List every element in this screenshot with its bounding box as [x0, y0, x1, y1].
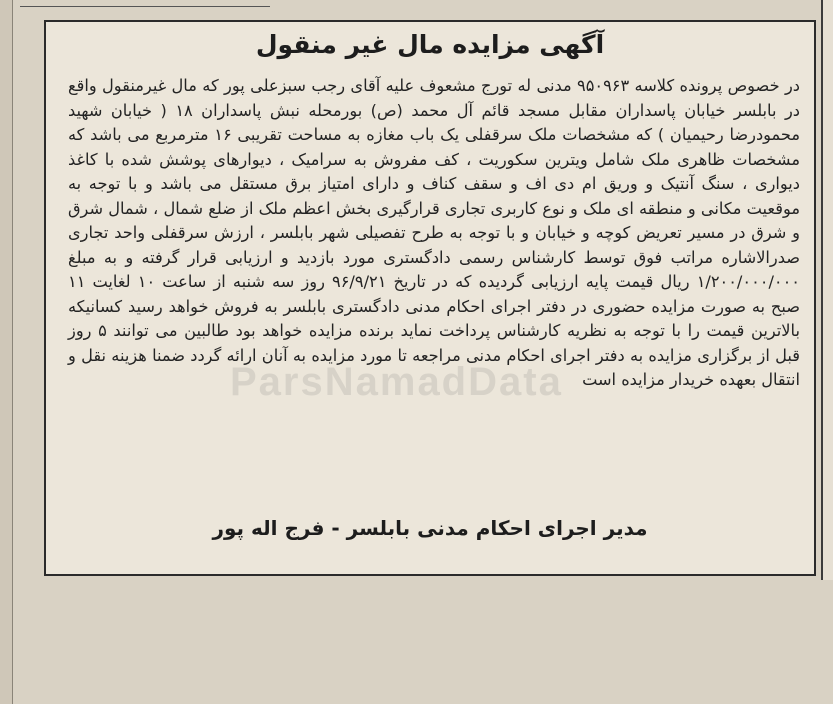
notice-signature: مدیر اجرای احکام مدنی بابلسر - فرج اله پور	[212, 516, 648, 540]
adjacent-rule	[20, 0, 270, 7]
auction-notice	[44, 20, 816, 576]
notice-title: آگهی مزایده مال غیر منقول	[255, 30, 605, 59]
adjacent-column-right	[821, 0, 833, 580]
notice-body: در خصوص پرونده کلاسه ۹۵۰۹۶۳ مدنی له تورج مشعوف علیه آقای رجب سبزعلی پور که مال غیرمنقول واقع در بابلسر خیابان پاسداران مقابل مسجد قائم آل محمد (ص) بورمحله نبش پاسداران ۱۸ ( خیابان شهید محمودرضا رحیمیان ) که مشخصات ملک سرقفلی یک باب مغازه به مساحت تقریبی ۱۶ مترمربع می باشد که مشخصات ظاهری ملک شامل ویترین سکوریت ، کف مفروش به سرامیک ، دیوارهای پوشش شده با کاغذ دیواری ، سنگ آنتیک و وریق ام دی اف و سقف کناف و دارای امتیاز برق مستقل می باشد و با توجه به موقعیت مکانی و منطقه ای ملک و نوع کاربری تجاری قرارگیری بخش اعظم ملک از ضلع شمال ، شمال شرق و شرق در مسیر تعریض کوچه و خیابان و با توجه به طرح تفصیلی شهر بابلسر ، ارزش سرقفلی واحد تجاری صدرالاشاره مراتب فوق توسط کارشناس رسمی دادگستری مورد بازدید و ارزیابی قرار گرفته و به مبلغ ۱/۲۰۰/۰۰۰/۰۰۰ ریال قیمت پایه ارزیابی گردیده که در تاریخ ۹۶/۹/۲۱ روز سه شنبه از ساعت ۱۰ لغایت ۱۱ صبح به صورت مزایده حضوری در دفتر اجرای احکام مدنی دادگستری بابلسر به فروش خواهد رسید کسانیکه بالاترین قیمت را با توجه به نظریه کارشناس پرداخت نماید برنده مزایده خواهد بود طالبین می توانند ۵ روز قبل از برگزاری مزایده به دفتر اجرای احکام مدنی مراجعه تا مورد مزایده به آنان ارائه گردد ضمنا هزینه نقل و انتقال بعهده خریدار مزایده است	[68, 76, 801, 389]
adjacent-column-edge	[0, 0, 13, 704]
